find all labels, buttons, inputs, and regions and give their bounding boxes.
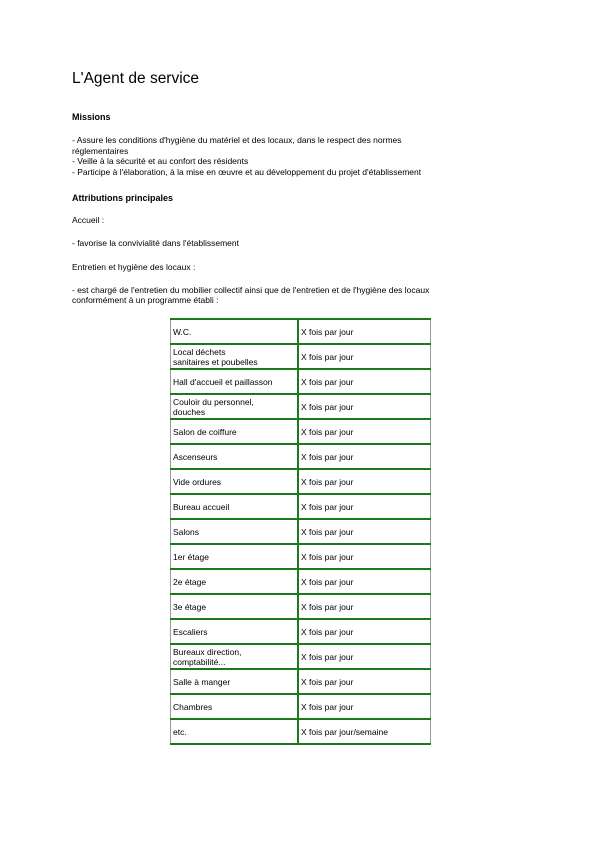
table-row [171,594,431,619]
frequency-cell: X fois par jour [298,569,431,594]
location-cell: Salon de coiffure [171,419,299,444]
missions-heading: Missions [72,112,111,122]
frequency-cell: X fois par jour [298,644,431,669]
table-row [171,544,431,569]
frequency-cell: X fois par jour [298,394,431,419]
table-row [171,644,431,669]
frequency-cell: X fois par jour [298,444,431,469]
location-cell: 2e étage [171,569,299,594]
frequency-cell: X fois par jour [298,319,431,344]
missions-line: - Participe à l'élaboration, à la mise en œuvre et au développement du projet d'établissement [72,166,422,177]
table-row [171,494,431,519]
frequency-cell: X fois par jour [298,469,431,494]
table-row [171,694,431,719]
frequency-cell: X fois par jour [298,669,431,694]
table-row [171,619,431,644]
entretien-label: Entretien et hygiène des locaux : [72,262,196,272]
cleaning-schedule-table [170,318,431,745]
table-row [171,344,431,369]
table-row [171,394,431,419]
entretien-line: - est chargé de l'entretien du mobilier collectif ainsi que de l'entretien et de l'hygiène des locaux [72,285,430,295]
table-row [171,444,431,469]
attributions-heading: Attributions principales [72,193,174,203]
missions-line: - Assure les conditions d'hygiène du matériel et des locaux, dans le respect des normes [72,135,402,145]
page-title: L'Agent de service [72,70,200,87]
location-cell: Vide ordures [171,469,299,494]
table-row [171,669,431,694]
location-cell: Escaliers [171,619,299,644]
entretien-description [72,285,429,305]
frequency-cell: X fois par jour [298,344,431,369]
frequency-cell: X fois par jour [298,544,431,569]
frequency-cell: X fois par jour [298,369,431,394]
table-row [171,469,431,494]
accueil-label: Accueil : [72,215,105,225]
location-cell: Local déchets sanitaires et poubelles [171,344,299,369]
location-cell: W.C. [171,319,299,344]
frequency-cell: X fois par jour [298,694,431,719]
location-cell: Salle à manger [171,669,299,694]
entretien-line: conformément à un programme établi : [72,295,219,305]
missions-line: - Veille à la sécurité et au confort des résidents [72,156,249,166]
location-cell: Hall d'accueil et paillasson [171,369,299,394]
frequency-cell: X fois par jour/semaine [298,719,431,744]
table-row [171,319,431,344]
accueil-item: - favorise la convivialité dans l'établissement [72,238,239,248]
location-cell: etc. [171,719,299,744]
location-cell: Salons [171,519,299,544]
location-cell: Couloir du personnel, douches [171,394,299,419]
location-cell: Bureaux direction, comptabilité... [171,644,299,669]
missions-list [72,135,421,177]
frequency-cell: X fois par jour [298,594,431,619]
frequency-cell: X fois par jour [298,619,431,644]
table-row [171,369,431,394]
location-cell: Bureau accueil [171,494,299,519]
table-row [171,519,431,544]
missions-line: réglementaires [72,145,129,156]
frequency-cell: X fois par jour [298,419,431,444]
table-row [171,419,431,444]
frequency-cell: X fois par jour [298,519,431,544]
table-row [171,719,431,744]
location-cell: Chambres [171,694,299,719]
location-cell: 3e étage [171,594,299,619]
table-row [171,569,431,594]
frequency-cell: X fois par jour [298,494,431,519]
location-cell: 1er étage [171,544,299,569]
location-cell: Ascenseurs [171,444,299,469]
